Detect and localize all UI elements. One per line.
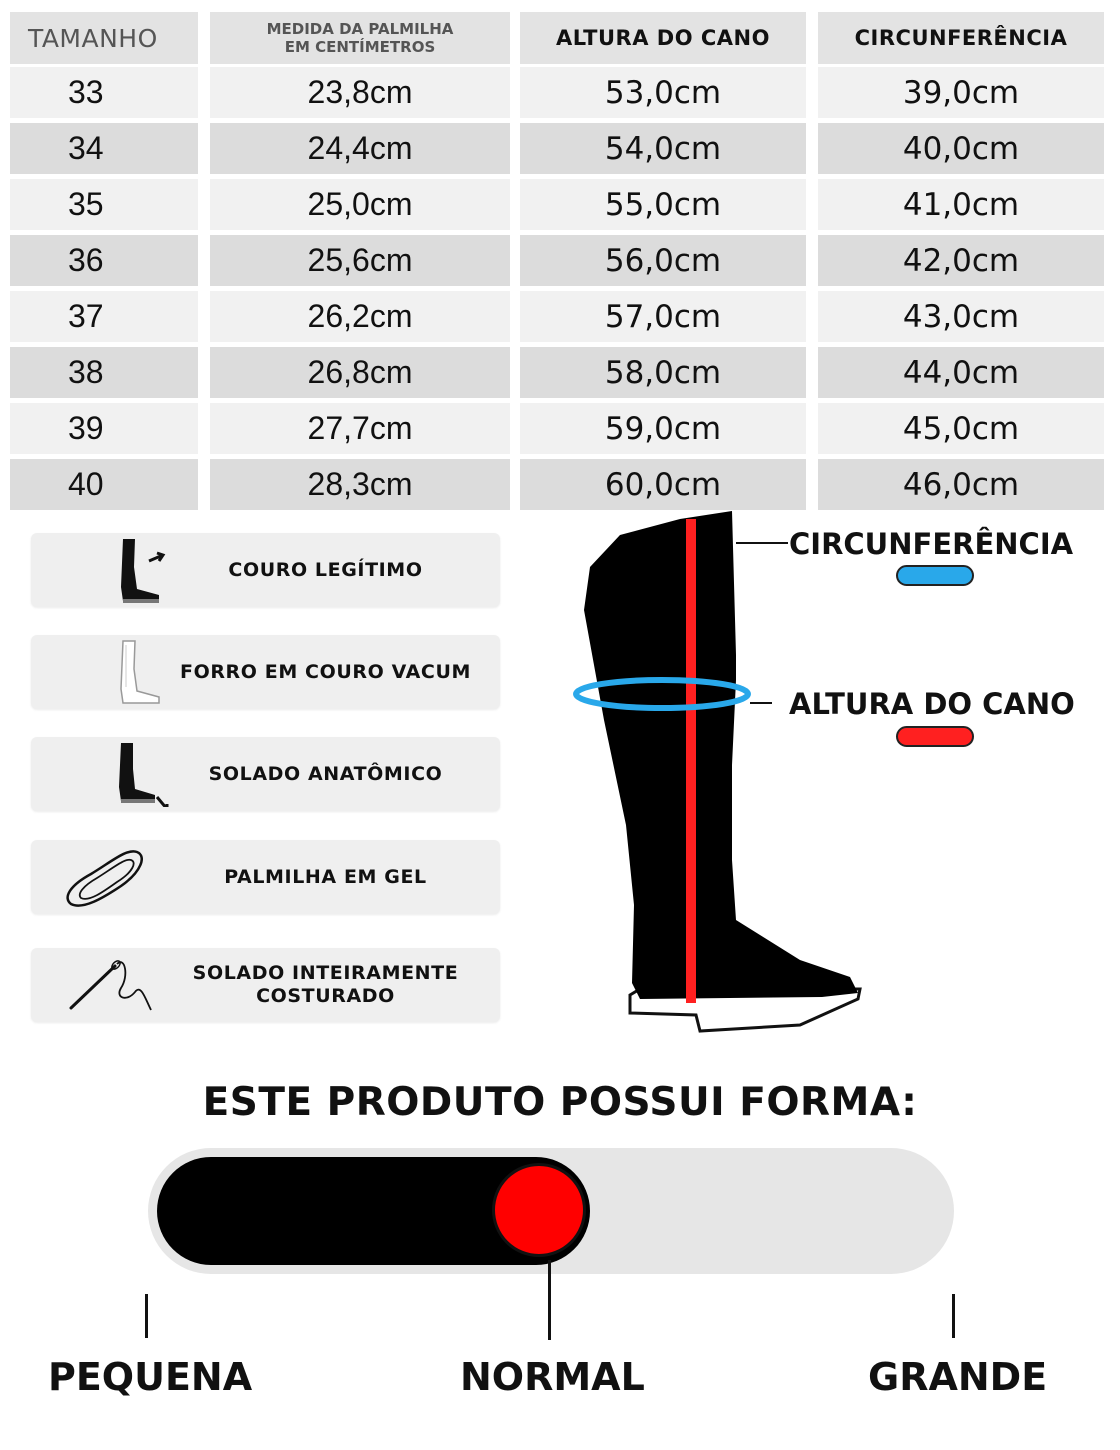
circumference-color-pill [896,565,974,586]
feature-anatomic-sole [31,737,500,811]
fit-title: ESTE PRODUTO POSSUI FORMA: [202,1080,918,1125]
circumference-legend: CIRCUNFERÊNCIA [789,527,1074,561]
feature-lining [31,635,500,709]
feature-label: SOLADO INTEIRAMENTE COSTURADO [192,962,459,1007]
boot-sole-icon [71,741,171,807]
table-cell: 23,8cm [210,67,510,118]
fit-label-large: GRANDE [868,1355,1048,1399]
boot-measurement-diagram [560,505,1120,1045]
table-header-size: TAMANHO [10,12,198,64]
table-cell: 25,0cm [210,179,510,230]
table-cell: 41,0cm [818,179,1104,230]
table-cell: 36 [10,235,198,286]
shaft-height-legend: ALTURA DO CANO [789,687,1075,721]
table-cell: 60,0cm [520,459,806,510]
feature-genuine-leather [31,533,500,607]
fit-tick-normal [548,1260,551,1340]
table-cell: 26,2cm [210,291,510,342]
table-cell: 35 [10,179,198,230]
table-cell: 37 [10,291,198,342]
table-cell: 39,0cm [818,67,1104,118]
table-cell: 44,0cm [818,347,1104,398]
fit-tick-small [145,1294,148,1338]
table-cell: 40,0cm [818,123,1104,174]
table-header-insole: MEDIDA DA PALMILHA EM CENTÍMETROS [210,12,510,64]
feature-label: SOLADO ANATÔMICO [208,762,443,785]
table-cell: 40 [10,459,198,510]
table-cell: 24,4cm [210,123,510,174]
needle-thread-icon [61,952,161,1018]
table-cell: 27,7cm [210,403,510,454]
table-cell: 33 [10,67,198,118]
table-cell: 34 [10,123,198,174]
fit-label-normal: NORMAL [460,1355,645,1399]
table-cell: 39 [10,403,198,454]
table-cell: 43,0cm [818,291,1104,342]
table-cell: 46,0cm [818,459,1104,510]
boot-leather-icon [71,537,171,603]
table-header-shaft-height: ALTURA DO CANO [520,12,806,64]
table-column-size [10,12,198,515]
feature-stitched-sole [31,948,500,1022]
boot-body [584,511,858,999]
table-cell: 56,0cm [520,235,806,286]
fit-label-small: PEQUENA [48,1355,253,1399]
table-cell: 26,8cm [210,347,510,398]
table-cell: 53,0cm [520,67,806,118]
table-header-circumference: CIRCUNFERÊNCIA [818,12,1104,64]
table-column-insole [210,12,510,515]
table-cell: 57,0cm [520,291,806,342]
table-cell: 54,0cm [520,123,806,174]
feature-gel-insole [31,840,500,914]
feature-label: COURO LEGÍTIMO [228,558,423,581]
fit-tick-large [952,1294,955,1338]
feature-label: PALMILHA EM GEL [224,865,427,888]
table-cell: 42,0cm [818,235,1104,286]
table-column-circumference [818,12,1104,515]
table-cell: 58,0cm [520,347,806,398]
fit-scale-knob [492,1163,586,1257]
feature-label: FORRO EM COURO VACUM [180,660,471,683]
boot-illustration [560,505,1120,1045]
shaft-height-color-pill [896,726,974,747]
gel-insole-icon [61,844,161,910]
table-cell: 25,6cm [210,235,510,286]
table-column-shaft-height [520,12,806,515]
table-cell: 28,3cm [210,459,510,510]
table-cell: 55,0cm [520,179,806,230]
table-cell: 45,0cm [818,403,1104,454]
table-cell: 59,0cm [520,403,806,454]
table-cell: 38 [10,347,198,398]
boot-lining-icon [71,639,171,705]
shaft-height-line [686,519,696,1003]
